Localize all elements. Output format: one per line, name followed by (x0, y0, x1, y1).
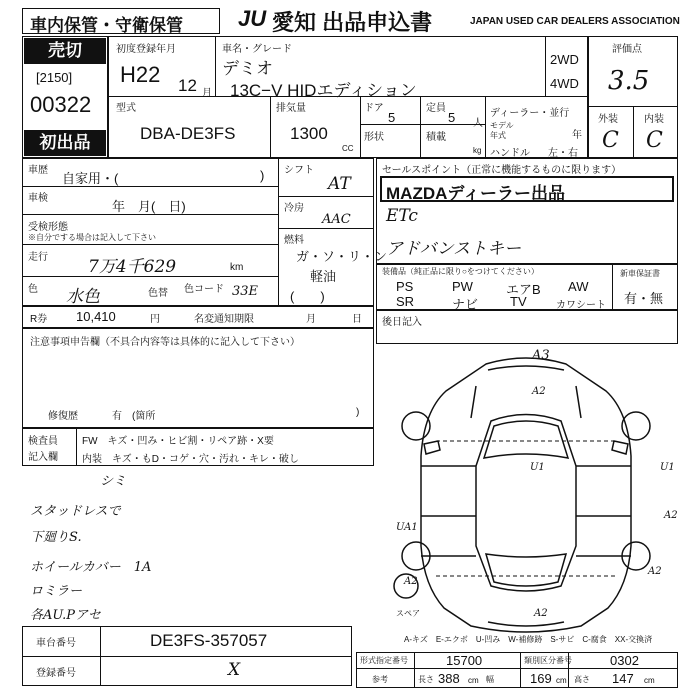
mark-u1-right: U1 (660, 462, 675, 473)
recycle-label: R券 (30, 314, 48, 325)
inspection-type-label: 受検形態 (28, 222, 68, 233)
interior-grade: C (646, 128, 663, 153)
damage-legend: A-キズ E-エクボ U-凹み W-補修跡 S-サビ C-腐食 XX-交換済 (404, 635, 653, 644)
note-3: 下廻りS. (30, 530, 82, 545)
org-title: 愛知 出品申込書 (272, 10, 433, 35)
repair-close: ) (356, 407, 360, 418)
width-unit: cm (556, 676, 567, 685)
height-value: 147 (612, 671, 634, 686)
entry-label: 記入欄 (28, 452, 58, 463)
org-english: JAPAN USED CAR DEALERS ASSOCIATION (470, 16, 680, 27)
reg-number-label: 登録番号 (36, 668, 76, 679)
displacement-label: 排気量 (276, 103, 306, 114)
fuel-options-2: 軽油 (310, 269, 337, 284)
ac-value: AAC (322, 212, 351, 227)
first-reg-label: 初度登録年月 (116, 44, 176, 55)
mark-a2-left: A2 (404, 576, 418, 587)
score: 3.5 (608, 66, 650, 96)
color-code-label: 色コード (184, 284, 224, 295)
cc-unit: CC (342, 144, 354, 153)
length-unit: cm (468, 676, 479, 685)
recycle-yen: 円 (150, 314, 160, 325)
class-label: 類別区分番号 (524, 656, 572, 665)
lot-number: 00322 (30, 92, 92, 117)
doors-label: ドア (364, 103, 384, 114)
color-value: 水色 (66, 287, 100, 307)
model-year-label2: 年式 (490, 131, 506, 140)
fw-row: FW キズ・凹み・ヒビ割・リペア跡・X要 (82, 436, 274, 447)
chassis-label: 車台番号 (36, 638, 76, 649)
shift-label: シフト (284, 165, 314, 176)
note-2: スタッドレスで (30, 504, 121, 519)
warranty-label: 新車保証書 (620, 269, 660, 278)
reg-number-value: X (228, 660, 241, 680)
shift-value: AT (328, 174, 351, 194)
selling-point-1: MAZDAディーラー出品 (386, 184, 566, 203)
equip-airbag: エアB (506, 282, 541, 297)
model-type: DBA-DE3FS (140, 124, 236, 143)
fuel-label: 燃料 (284, 235, 304, 246)
mark-a2-front: A2 (532, 386, 546, 397)
score-label: 評価点 (612, 44, 642, 55)
persons-unit: 人 (473, 118, 483, 129)
note-6: 各AU.Pアセ (30, 608, 101, 623)
mark-a2-right-2: A2 (648, 566, 662, 577)
inspection-label: 車検 (28, 193, 48, 204)
capacity: 5 (448, 110, 456, 125)
code: [2150] (36, 70, 73, 85)
equip-sr: SR (396, 294, 415, 309)
format-label: 形式指定番号 (360, 656, 408, 665)
width-label: 幅 (486, 675, 494, 684)
after-entry-label: 後日記入 (382, 317, 422, 328)
mileage-value: 7万4千629 (88, 257, 177, 277)
capacity-label: 定員 (426, 103, 446, 114)
kg-unit: kg (473, 146, 482, 155)
spare-label: スペア (396, 609, 420, 618)
inspection-value: 年 月( 日) (112, 199, 186, 214)
equip-navi: ナビ (452, 297, 479, 312)
length-label: 長さ (418, 675, 434, 684)
storage-label: 車内保管・守衛保管 (30, 16, 183, 35)
equip-pw: PW (452, 279, 473, 294)
class-value: 0302 (610, 653, 639, 668)
exterior-label: 外装 (598, 114, 618, 125)
car-name: デミオ (222, 59, 273, 78)
warranty-value: 有・無 (624, 291, 664, 306)
exterior-grade: C (602, 128, 619, 153)
inspector-label: 検査員 (28, 436, 58, 447)
shape-label: 形状 (364, 132, 384, 143)
dealer-label: ディーラー・並行 (490, 108, 570, 119)
first-listing-badge: 初出品 (24, 130, 106, 156)
note-4: ホイールカバー 1A (30, 560, 152, 575)
format-value: 15700 (446, 653, 483, 668)
model-type-label: 型式 (116, 103, 136, 114)
reg-month: 12 (178, 76, 197, 95)
height-unit: cm (644, 676, 655, 685)
year-unit: 年 (572, 130, 582, 141)
equip-leather: カワシート (556, 300, 606, 311)
usage-value: 自家用・( (62, 171, 119, 186)
repair-value: 有 (箇所 (112, 411, 156, 422)
fuel-paren: ( ) (290, 289, 325, 304)
usage-label: 車歴 (28, 165, 48, 176)
chassis-value: DE3FS-357057 (150, 631, 268, 650)
height-label: 高さ (574, 675, 590, 684)
mark-ua1-left: UA1 (396, 522, 418, 533)
mark-a2-rear: A2 (534, 608, 548, 619)
caution-label: 注意事項申告欄（不具合内容等は具体的に記入して下さい） (30, 337, 300, 348)
handle-options: 左・右 (548, 148, 578, 159)
selling-point-2: ETc (386, 206, 418, 226)
drive-4wd: 4WD (550, 76, 579, 91)
note-1: シミ (100, 474, 127, 489)
model-year-label: モデル (490, 121, 514, 130)
month-unit: 月 (202, 88, 212, 99)
mark-a2-right-1: A2 (664, 510, 678, 521)
equip-ps: PS (396, 279, 414, 294)
ac-label: 冷房 (284, 203, 304, 214)
era: H22 (120, 62, 161, 87)
mileage-label: 走行 (28, 252, 48, 263)
grade: 13C−V HIDエディション (230, 81, 417, 100)
repair-label: 修復歴 (48, 411, 78, 422)
mark-u1-roof: U1 (530, 462, 545, 473)
payment-day: 日 (352, 314, 362, 325)
fuel-options: ガ・ソ・リ・ン (296, 249, 388, 264)
length-value: 388 (438, 671, 460, 686)
displacement: 1300 (290, 124, 328, 143)
car-name-label: 車名・グレード (222, 44, 292, 55)
equip-tv: TV (510, 294, 527, 309)
drive-2wd: 2WD (550, 52, 579, 67)
color-tag-label: 色替 (148, 288, 168, 299)
interior-row: 内装 キズ・もD・コゲ・穴・汚れ・キレ・破し (82, 454, 299, 465)
note-5: ロミラー (30, 584, 83, 599)
inspection-type-note: ※自分でする場合は記入して下さい (28, 233, 156, 242)
color-label: 色 (28, 284, 38, 295)
equip-aw: AW (568, 279, 589, 294)
ref-label: 参考 (372, 675, 388, 684)
car-damage-diagram (376, 346, 676, 636)
mileage-unit: km (230, 262, 244, 273)
selling-points-label: セールスポイント（正常に機能するものに限ります） (382, 165, 622, 176)
equipment-label: 装備品（純正品に限り○をつけてください） (382, 267, 539, 276)
width-value: 169 (530, 671, 552, 686)
interior-label: 内装 (644, 114, 664, 125)
handle-label: ハンドル (490, 148, 530, 159)
mark-a3: A3 (532, 348, 550, 363)
color-code: 33E (232, 284, 259, 299)
payment-label: 名変通知期限 (194, 314, 254, 325)
doors: 5 (388, 110, 396, 125)
payment-month: 月 (306, 314, 316, 325)
ju-logo: JU (238, 6, 267, 31)
usage-close: ) (260, 168, 265, 183)
recycle-amount: 10,410 (76, 309, 116, 324)
load-label: 積載 (426, 132, 446, 143)
selling-point-3: アドバンストキー (386, 239, 522, 259)
sold-badge: 売切 (24, 38, 106, 64)
